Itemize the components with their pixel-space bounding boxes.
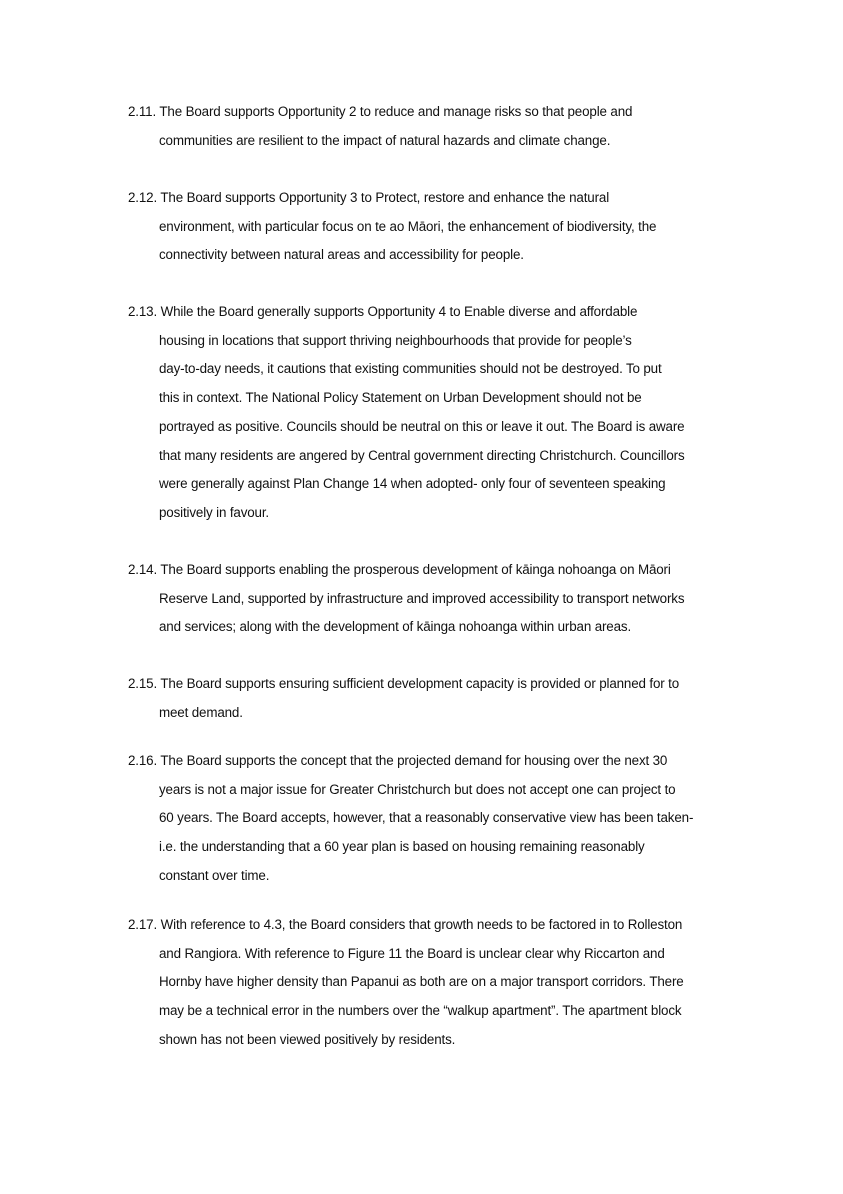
paragraph-text: With reference to 4.3, the Board considers that growth needs to be factored in to Rolleston (160, 917, 683, 932)
paragraph-line: environment, with particular focus on te ao Māori, the enhancement of biodiversity, the (159, 218, 657, 234)
paragraph-first-line (128, 556, 758, 585)
paragraph-2-17 (128, 911, 758, 1055)
paragraph-text: The Board supports ensuring sufficient development capacity is provided or planned for to (160, 676, 680, 691)
paragraph-line: day-to-day needs, it cautions that existing communities should not be destroyed. To put (159, 361, 662, 377)
paragraph-line: this in context. The National Policy Statement on Urban Development should not be (159, 390, 642, 406)
paragraph-number: 2.12. (128, 190, 158, 205)
paragraph-text: The Board supports Opportunity 2 to reduce and manage risks so that people and (159, 104, 633, 119)
paragraph-line: housing in locations that support thriving neighbourhoods that provide for people’s (159, 332, 632, 348)
paragraph-line: and services; along with the development of kāinga nohoanga within urban areas. (159, 619, 632, 635)
paragraph-line: i.e. the understanding that a 60 year plan is based on housing remaining reasonably (159, 839, 645, 855)
paragraph-line: connectivity between natural areas and accessibility for people. (159, 247, 524, 263)
paragraph-line: Reserve Land, supported by infrastructure and improved accessibility to transport networks (159, 590, 685, 606)
paragraph-text: While the Board generally supports Opportunity 4 to Enable diverse and affordable (160, 304, 638, 319)
paragraph-line: that many residents are angered by Central government directing Christchurch. Councillors (159, 447, 685, 463)
paragraph-2-11 (128, 98, 758, 155)
paragraph-line: meet demand. (159, 704, 243, 720)
paragraph-line: shown has not been viewed positively by residents. (159, 1031, 456, 1047)
paragraph-number: 2.14. (128, 562, 158, 577)
paragraph-number: 2.17. (128, 917, 158, 932)
paragraph-number: 2.13. (128, 304, 158, 319)
paragraph-line: Hornby have higher density than Papanui as both are on a major transport corridors. There (159, 974, 684, 990)
paragraph-line: years is not a major issue for Greater Christchurch but does not accept one can project to (159, 781, 676, 797)
paragraph-2-12 (128, 184, 758, 270)
paragraph-line: may be a technical error in the numbers over the “walkup apartment”. The apartment block (159, 1003, 682, 1019)
paragraph-line: and Rangiora. With reference to Figure 11 the Board is unclear clear why Riccarton and (159, 945, 665, 961)
paragraph-number: 2.11. (128, 104, 157, 119)
paragraph-number: 2.16. (128, 753, 158, 768)
paragraph-line: 60 years. The Board accepts, however, that a reasonably conservative view has been taken- (159, 810, 694, 826)
paragraph-line: were generally against Plan Change 14 when adopted- only four of seventeen speaking (159, 476, 666, 492)
paragraph-2-13 (128, 298, 758, 528)
paragraph-2-15 (128, 670, 758, 727)
paragraph-first-line (128, 670, 758, 699)
paragraph-text: The Board supports Opportunity 3 to Protect, restore and enhance the natural (160, 190, 610, 205)
paragraph-first-line (128, 298, 758, 327)
paragraph-first-line (128, 747, 758, 776)
paragraph-first-line (128, 98, 758, 127)
paragraph-line: constant over time. (159, 867, 270, 883)
paragraph-line: positively in favour. (159, 504, 269, 520)
paragraph-first-line (128, 911, 758, 940)
paragraph-2-16 (128, 747, 758, 891)
paragraph-line: portrayed as positive. Councils should be neutral on this or leave it out. The Board is aware (159, 418, 685, 434)
paragraph-text: The Board supports enabling the prosperous development of kāinga nohoanga on Māori (160, 562, 671, 577)
paragraph-first-line (128, 184, 758, 213)
paragraph-text: The Board supports the concept that the projected demand for housing over the next 30 (160, 753, 668, 768)
paragraph-2-14 (128, 556, 758, 642)
paragraph-number: 2.15. (128, 676, 158, 691)
paragraph-line: communities are resilient to the impact of natural hazards and climate change. (159, 132, 611, 148)
